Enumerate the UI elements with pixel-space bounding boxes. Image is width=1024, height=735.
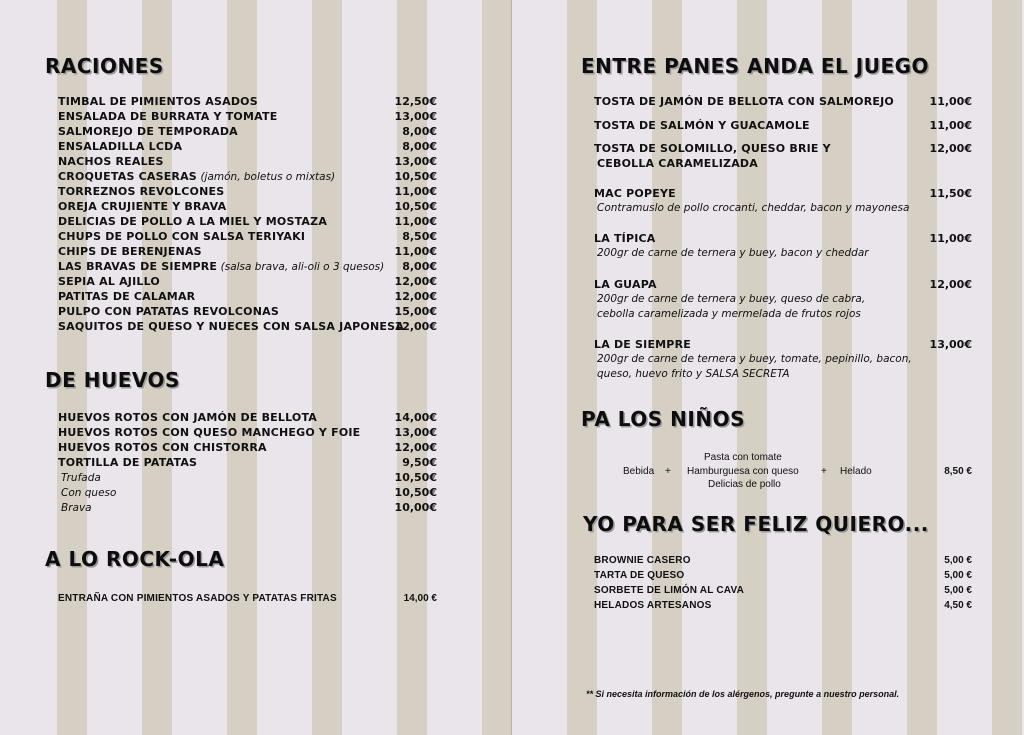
menu-item-price: 13,00€ [394,426,437,439]
menu-item-name: NACHOS REALES [58,155,164,168]
menu-item-price: 8,50€ [402,230,437,243]
menu-item [58,440,267,455]
menu-item-price: 12,00€ [394,441,437,454]
menu-item-price: 5,00 € [944,570,972,581]
menu-item [61,470,101,486]
menu-item [58,455,197,470]
menu-item [61,485,116,501]
menu-item [58,410,317,425]
menu-item-price: 12,50€ [394,95,437,108]
menu-item [58,591,337,606]
menu-item-price: 11,00€ [394,245,437,258]
menu-item [594,568,684,583]
section-title-ninos: PA LOS NIÑOS [581,407,745,431]
section-title-postres: YO PARA SER FELIZ QUIERO... [583,512,929,536]
menu-item-name: HUEVOS ROTOS CON QUESO MANCHEGO Y FOIE [58,426,361,439]
menu-item [58,229,305,244]
kids-option-delicias: Delicias de pollo [708,479,781,490]
menu-item-name: TOSTA DE JAMÓN DE BELLOTA CON SALMOREJO [594,95,894,108]
background-stripe [822,0,852,735]
menu-item-price: 14,00 € [403,593,437,604]
menu-item-name: OREJA CRUJIENTE Y BRAVA [58,200,227,213]
menu-item [58,259,384,275]
menu-item-name: MAC POPEYE [594,187,676,200]
menu-item-description: 200gr de carne de ternera y buey, queso de cabra, [597,293,866,305]
menu-item [58,274,160,289]
kids-price: 8,50 € [944,466,972,477]
menu-item-description: 200gr de carne de ternera y buey, bacon y cheddar [597,247,869,259]
menu-item-price: 10,50€ [394,486,437,499]
menu-item-variant: Con queso [61,487,117,499]
menu-item-price: 5,00 € [944,585,972,596]
menu-item [58,244,202,259]
page-fold [511,0,512,735]
background-stripe [312,0,342,735]
menu-item [58,214,327,229]
menu-item-name: TARTA DE QUESO [594,570,685,581]
menu-item-price: 12,00€ [394,275,437,288]
menu-item-description: 200gr de carne de ternera y buey, tomate, pepinillo, bacon, [597,353,912,365]
menu-item-price: 8,00€ [402,140,437,153]
menu-item-name: TORREZNOS REVOLCONES [58,185,225,198]
menu-item-name: LAS BRAVAS DE SIEMPRE [58,260,218,273]
menu-item-price: 10,50€ [394,200,437,213]
menu-item-name: DELICIAS DE POLLO A LA MIEL Y MOSTAZA [58,215,328,228]
section-title-huevos: DE HUEVOS [45,368,180,392]
menu-item-price: 10,50€ [394,471,437,484]
menu-item-price: 9,50€ [402,456,437,469]
menu-item [58,184,224,199]
menu-item-name: PULPO CON PATATAS REVOLCONAS [58,305,279,318]
menu-item-price: 8,00€ [402,125,437,138]
menu-item-price: 13,00€ [929,338,972,351]
menu-item-name: HELADOS ARTESANOS [594,600,712,611]
kids-option-pasta: Pasta con tomate [704,452,782,463]
menu-item-price: 12,00€ [929,278,972,291]
menu-item-price: 11,00€ [929,119,972,132]
menu-item-price: 11,00€ [929,95,972,108]
kids-plus-1: + [665,466,671,477]
menu-item-price: 4,50 € [944,600,972,611]
menu-item-price: 12,00€ [394,290,437,303]
menu-item-note: (jamón, boletus o mixtas) [200,171,336,183]
background-stripe [992,0,1022,735]
menu-item-price: 11,00€ [929,232,972,245]
menu-item-name: TIMBAL DE PIMIENTOS ASADOS [58,95,258,108]
kids-option-burger: Hamburguesa con queso [687,466,799,477]
menu-item [594,583,744,598]
menu-item-name: TOSTA DE SOLOMILLO, QUESO BRIE Y [594,142,831,155]
menu-item [58,169,335,185]
menu-item [61,500,92,516]
section-title-panes: ENTRE PANES ANDA EL JUEGO [581,54,930,78]
menu-item-price: 15,00€ [394,305,437,318]
menu-item-name: BROWNIE CASERO [594,555,691,566]
menu-item-variant: Brava [61,502,92,514]
menu-item [58,94,258,109]
menu-item-name: ENSALADILLA LCDA [58,140,183,153]
menu-item-name: CROQUETAS CASERAS [58,170,197,183]
menu-item-name: HUEVOS ROTOS CON JAMÓN DE BELLOTA [58,411,318,424]
menu-item-name: SALMOREJO DE TEMPORADA [58,125,238,138]
menu-item-price: 14,00€ [394,411,437,424]
menu-item [58,124,238,139]
menu-item-name: HUEVOS ROTOS CON CHISTORRA [58,441,267,454]
menu-item-price: 11,50€ [929,187,972,200]
menu-item [58,425,360,440]
menu-item-variant: Trufada [61,472,101,484]
menu-item [58,154,164,169]
menu-item-price: 10,00€ [394,501,437,514]
menu-item-name: TORTILLA DE PATATAS [58,456,198,469]
kids-plus-2: + [821,466,827,477]
menu-item-name: CHIPS DE BERENJENAS [58,245,202,258]
menu-item-name: LA GUAPA [594,278,657,291]
menu-item [58,319,404,334]
menu-item-description: queso, huevo frito y SALSA SECRETA [597,368,790,380]
menu-item [58,304,279,319]
menu-item-price: 8,00€ [402,260,437,273]
menu-item-name: CHUPS DE POLLO CON SALSA TERIYAKI [58,230,306,243]
menu-item-price: 12,00€ [394,320,437,333]
menu-item-description: Contramuslo de pollo crocanti, cheddar, bacon y mayonesa [597,202,910,214]
background-stripe [907,0,937,735]
menu-item [594,598,711,613]
menu-item [594,553,691,568]
allergen-notice: ** Si necesita información de los alérgenos, pregunte a nuestro personal. [586,689,900,699]
menu-item [58,109,277,124]
menu-item-name: TOSTA DE SALMÓN Y GUACAMOLE [594,119,810,132]
menu-item-note: (salsa brava, ali-oli o 3 quesos) [220,261,385,273]
menu-item-name: ENTRAÑA CON PIMIENTOS ASADOS Y PATATAS FRITAS [58,593,337,604]
menu-item-name-line-2: CEBOLLA CARAMELIZADA [597,157,758,170]
menu-item-price: 12,00€ [929,142,972,155]
kids-drink: Bebida [623,466,655,477]
section-title-raciones: RACIONES [45,54,164,78]
background-stripe [482,0,512,735]
menu-item-name: ENSALADA DE BURRATA Y TOMATE [58,110,278,123]
menu-item-price: 11,00€ [394,215,437,228]
section-title-rockola: A LO ROCK-OLA [45,547,225,571]
menu-item [58,139,182,154]
menu-item [58,289,195,304]
menu-item-price: 11,00€ [394,185,437,198]
menu-item [58,199,226,214]
menu-item-name: LA TÍPICA [594,232,656,245]
menu-item-description: cebolla caramelizada y mermelada de frutos rojos [597,308,861,320]
menu-item-price: 5,00 € [944,555,972,566]
background-stripe [567,0,597,735]
menu-item-price: 13,00€ [394,155,437,168]
menu-item-name: PATITAS DE CALAMAR [58,290,196,303]
menu-item-price: 10,50€ [394,170,437,183]
kids-dessert: Helado [840,466,872,477]
menu-item-name: LA DE SIEMPRE [594,338,691,351]
menu-item-name: SORBETE DE LIMÓN AL CAVA [594,585,744,596]
menu-item-name: SAQUITOS DE QUESO Y NUECES CON SALSA JAPONESA [58,320,404,333]
menu-item-name: SEPIA AL AJILLO [58,275,160,288]
menu-item-price: 13,00€ [394,110,437,123]
